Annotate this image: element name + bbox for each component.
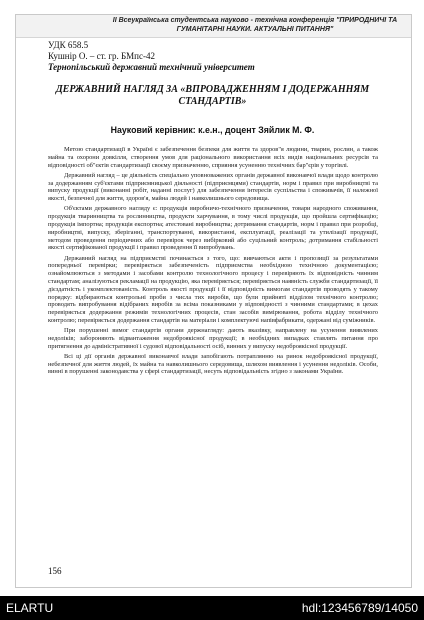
paragraph: Всі ці дії органів державної виконавчої влади запобігають потраплянню на ринок недоброякісної продукції, небезпечної для життя людей, їх майна та навколишнього середовища, шляхом виявлення і усунення недоліків. Особи, винні в порушенні законодавства у сфері стандартизації, несуть відповідальність згідно з законами України. [48,352,378,376]
scientific-supervisor: Науковий керівник: к.е.н., доцент Зяйлик М. Ф. [110,125,315,135]
article-body [48,146,378,379]
article-title: ДЕРЖАВНИЙ НАГЛЯД ЗА «ВПРОВАДЖЕННЯМ І ДОДЕРЖАННЯМ СТАНДАРТІВ» [55,84,370,107]
paragraph: Метою стандартизації в Україні є забезпечення безпеки для життя та здоров"я людини, тварин, рослин, а також майна та охорони довкілля, створення умов для раціонального використання всіх видів національних ресурсів та відповідності об"єктів стандартизації своєму призначенню, сприяння усуненню технічних бар"єрів у торгівлі. [48,146,378,169]
repository-footer [0,596,424,620]
article-meta [48,40,368,73]
author: Кушнір О. – ст. гр. БМпс-42 [48,51,155,61]
handle-link[interactable]: hdl:123456789/14050 [301,601,418,615]
institution: Тернопільський державний технічний університет [48,62,255,72]
paragraph: Об'єктами державного нагляду є: продукція виробничо-технічного призначення, товари народного споживання, продукція тваринництва та рослинництва, продукти харчування, в тому числі продукція, що пройшла сертифікацію; продукція імпортна; продукція експортна; атестовані виробництва; дотримання стандартів, норм і правил при розробці, виробництві, випуску, зберіганні, транспортуванні, використанні, експлуатації, реалізації та утилізації продукції, методом проведення періодичних або перевірок через вибірковий або суцільний контроль; дотримання стабільності якості сертифікованої продукції і правил проведення її випробувань. [48,205,378,252]
paragraph: Державний нагляд на підприємстві починається з того, що: вивчаються акти і пропозиції за результатами попередньої перевірки; перевіряється забезпеченість підприємства необхідною технічною документацією; ознайомлюються з методами і засобами контролю технологічного процесу і перевіряють їх відповідність чинним стандартам; аналізуються рекламації на продукцію, яка перевіряється; перевіряється наявність служби стандартизації, її дієздатність і укомплектованість. Контроль якості продукції і її відповідність вимогам стандартів проводять у такому порядку: відбираються контрольні проби з числа тих виробів, що були прийняті відділом технічного контролю; проводять випробування відібраних виробів за всіма показниками у відповідності з чинними стандартами; в цехах перевіряється додержання режимів технологічних процесів, стан засобів вимірювання, робота відділу технічного контролю; перевіряється додержання стандартів на матеріали і комплектуючі напівфабрикати, одержані від суміжників. [48,254,378,324]
udc-code: УДК 658.5 [48,40,89,50]
paragraph: Державний нагляд – це діяльність спеціально уповноважених органів державної виконавчої влади щодо контролю за додержанням суб'єктами підприємницької діяльності (підприємцями) стандартів, норм і правил при виробництві та випуску продукції (виконанні робіт, наданні послуг) для забезпечення інтересів суспільства і споживачів, її належної якості, безпечної для життя, здоров'я, майна людей і навколишнього середовища. [48,171,378,203]
page-number: 156 [48,566,62,576]
conference-title: II Всеукраїнська студентська науково - технічна конференція "ПРИРОДНИЧІ ТА ГУМАНІТАРНІ НАУКИ. АКТУАЛЬНІ ПИТАННЯ" [112,17,398,33]
paragraph: При порушенні вимог стандартів органи держнагляду: дають вказівку, направлену на усунення виявлених недоліків; забороняють відвантаження недоброякісної продукції; в необхідних випадках ставлять питання про притягнення до адміністративної і судової відповідальності осіб, винних у випуску недоброякісної продукції. [48,327,378,350]
repository-name[interactable]: ELARTU [6,601,54,615]
conference-header [16,15,411,38]
